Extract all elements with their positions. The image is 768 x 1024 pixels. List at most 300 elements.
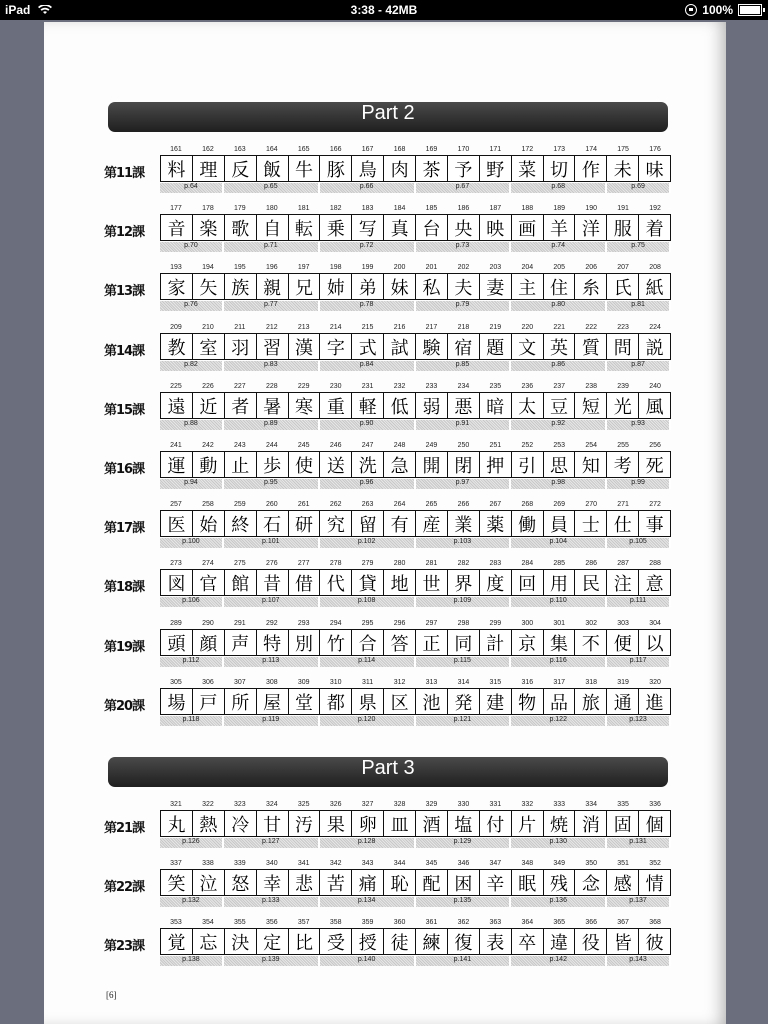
kanji-number: 304 bbox=[649, 619, 661, 627]
kanji-cell: 事 bbox=[645, 515, 664, 537]
kanji-cell: 知 bbox=[575, 452, 607, 477]
kanji-number: 245 bbox=[297, 442, 310, 449]
page-ref: p.77 bbox=[224, 301, 320, 311]
kanji-cell: 悪 bbox=[448, 393, 480, 418]
kanji-number: 242 bbox=[202, 442, 214, 449]
kanji-number: 168 bbox=[393, 146, 406, 153]
page-ref: p.114 bbox=[320, 657, 416, 667]
kanji-numbers bbox=[160, 801, 671, 810]
lesson-label: 第19課 bbox=[104, 639, 145, 655]
kanji-numbers bbox=[160, 442, 671, 451]
kanji-number: 228 bbox=[265, 382, 278, 390]
kanji-number: 224 bbox=[649, 323, 661, 331]
page-ref-row bbox=[160, 242, 671, 252]
kanji-number: 166 bbox=[329, 146, 342, 153]
page-ref: p.130 bbox=[511, 838, 607, 848]
kanji-number: 256 bbox=[649, 442, 661, 449]
kanji-cell: 暗 bbox=[480, 393, 512, 418]
kanji-cell: 片 bbox=[512, 811, 544, 836]
kanji-number: 328 bbox=[393, 801, 406, 808]
kanji-number: 233 bbox=[425, 382, 438, 390]
kanji-cell: 料 bbox=[161, 156, 193, 181]
kanji-number: 172 bbox=[521, 146, 534, 153]
page-ref: p.107 bbox=[224, 597, 320, 607]
page-ref: p.122 bbox=[511, 716, 607, 726]
kanji-row bbox=[160, 392, 671, 419]
kanji-number: 291 bbox=[234, 619, 246, 627]
kanji-cell: 残 bbox=[544, 870, 576, 895]
page-ref: p.68 bbox=[511, 183, 607, 193]
page-ref: p.133 bbox=[224, 897, 320, 907]
kanji-number: 284 bbox=[521, 560, 534, 568]
kanji-number: 368 bbox=[649, 919, 661, 927]
kanji-numbers bbox=[160, 620, 671, 629]
kanji-number: 268 bbox=[521, 501, 534, 509]
kanji-number: 325 bbox=[297, 801, 310, 808]
kanji-number: 196 bbox=[265, 264, 278, 272]
kanji-cell: 授 bbox=[352, 929, 384, 954]
page-ref-row bbox=[160, 301, 671, 311]
kanji-number: 207 bbox=[617, 264, 629, 272]
kanji-number: 253 bbox=[553, 442, 566, 449]
kanji-number: 362 bbox=[457, 919, 470, 927]
kanji-cell: 死 bbox=[645, 456, 664, 477]
kanji-number: 290 bbox=[202, 619, 214, 627]
kanji-cell: 産 bbox=[416, 511, 448, 536]
lesson-label: 第17課 bbox=[104, 521, 145, 537]
lesson-row bbox=[104, 324, 674, 374]
page-ref: p.131 bbox=[607, 838, 671, 848]
kanji-number: 340 bbox=[265, 860, 278, 868]
kanji-number: 218 bbox=[457, 323, 470, 331]
kanji-number: 297 bbox=[425, 619, 438, 627]
page-ref: p.117 bbox=[607, 657, 671, 667]
kanji-cell: 堂 bbox=[289, 689, 321, 714]
kanji-number: 265 bbox=[425, 501, 438, 509]
kanji-number: 173 bbox=[553, 146, 566, 153]
kanji-number: 278 bbox=[329, 560, 342, 568]
lesson-label: 第12課 bbox=[104, 225, 145, 241]
kanji-cell: 復 bbox=[448, 929, 480, 954]
page-ref: p.120 bbox=[320, 716, 416, 726]
kanji-number: 296 bbox=[393, 619, 406, 627]
page-ref: p.89 bbox=[224, 420, 320, 430]
kanji-cell: 建 bbox=[480, 689, 512, 714]
page-ref-row bbox=[160, 420, 671, 430]
kanji-cell: 員 bbox=[544, 511, 576, 536]
kanji-cell: 練 bbox=[416, 929, 448, 954]
kanji-number: 302 bbox=[585, 619, 597, 627]
kanji-number: 250 bbox=[457, 442, 470, 449]
kanji-number: 353 bbox=[170, 919, 182, 927]
kanji-number: 231 bbox=[361, 382, 374, 390]
kanji-cell: 者 bbox=[225, 393, 257, 418]
kanji-number: 255 bbox=[617, 442, 629, 449]
page-ref: p.85 bbox=[416, 361, 512, 371]
kanji-cell: 塩 bbox=[448, 811, 480, 836]
kanji-cell: 終 bbox=[225, 511, 257, 536]
kanji-number: 321 bbox=[170, 801, 182, 808]
kanji-number: 240 bbox=[649, 382, 661, 390]
kanji-cell: 使 bbox=[289, 452, 321, 477]
page-ref-row bbox=[160, 657, 671, 667]
kanji-cell: 妻 bbox=[480, 274, 512, 299]
kanji-cell: 宿 bbox=[448, 334, 480, 359]
kanji-number: 232 bbox=[393, 382, 406, 390]
kanji-cell: 眠 bbox=[512, 870, 544, 895]
kanji-cell: 飯 bbox=[257, 156, 289, 181]
kanji-number: 323 bbox=[234, 801, 246, 808]
kanji-number: 246 bbox=[329, 442, 342, 449]
kanji-number: 337 bbox=[170, 860, 182, 868]
kanji-cell: 氏 bbox=[607, 274, 639, 299]
kanji-number: 216 bbox=[393, 323, 406, 331]
page-ref: p.142 bbox=[511, 956, 607, 966]
kanji-number: 203 bbox=[489, 264, 502, 272]
page-ref: p.111 bbox=[607, 597, 671, 607]
kanji-number: 184 bbox=[393, 205, 406, 213]
kanji-number: 180 bbox=[265, 205, 278, 213]
kanji-cell: 有 bbox=[384, 511, 416, 536]
page-ref: p.136 bbox=[511, 897, 607, 907]
kanji-number: 248 bbox=[393, 442, 406, 449]
kanji-number: 329 bbox=[425, 801, 438, 808]
kanji-numbers bbox=[160, 501, 671, 510]
kanji-cell: 服 bbox=[607, 215, 639, 240]
kanji-number: 316 bbox=[521, 678, 534, 686]
kanji-cell: 室 bbox=[193, 334, 225, 359]
kanji-cell: 働 bbox=[512, 511, 544, 536]
kanji-cell: 業 bbox=[448, 511, 480, 536]
kanji-number: 195 bbox=[234, 264, 246, 272]
page-ref: p.90 bbox=[320, 420, 416, 430]
kanji-number: 260 bbox=[265, 501, 278, 509]
kanji-row bbox=[160, 333, 671, 360]
kanji-number: 286 bbox=[585, 560, 597, 568]
battery-icon bbox=[738, 4, 762, 16]
kanji-cell: 夫 bbox=[448, 274, 480, 299]
kanji-cell: 地 bbox=[384, 570, 416, 595]
page-ref: p.121 bbox=[416, 716, 512, 726]
kanji-number: 343 bbox=[361, 860, 374, 868]
kanji-cell: 題 bbox=[480, 334, 512, 359]
kanji-number: 209 bbox=[170, 323, 182, 331]
kanji-cell: 主 bbox=[512, 274, 544, 299]
page-ref: p.139 bbox=[224, 956, 320, 966]
kanji-cell: 弟 bbox=[352, 274, 384, 299]
kanji-number: 187 bbox=[489, 205, 502, 213]
kanji-number: 305 bbox=[170, 678, 182, 686]
page-ref: p.72 bbox=[320, 242, 416, 252]
kanji-row bbox=[160, 629, 671, 656]
kanji-cell: 茶 bbox=[416, 156, 448, 181]
kanji-cell: 答 bbox=[384, 630, 416, 655]
kanji-cell: 情 bbox=[645, 874, 664, 896]
kanji-number: 198 bbox=[329, 264, 342, 272]
kanji-number: 356 bbox=[265, 919, 278, 927]
kanji-cell: 鳥 bbox=[352, 156, 384, 181]
kanji-number: 181 bbox=[297, 205, 310, 213]
page-ref: p.66 bbox=[320, 183, 416, 193]
kanji-cell: 住 bbox=[544, 274, 576, 299]
kanji-number: 288 bbox=[649, 560, 661, 568]
kanji-cell: 妹 bbox=[384, 274, 416, 299]
lesson-row bbox=[104, 383, 674, 433]
kanji-number: 249 bbox=[425, 442, 438, 449]
kanji-cell: 族 bbox=[225, 274, 257, 299]
kanji-cell: 字 bbox=[320, 334, 352, 359]
kanji-cell: 昔 bbox=[257, 570, 289, 595]
kanji-number: 338 bbox=[202, 860, 214, 868]
kanji-cell: 豚 bbox=[320, 156, 352, 181]
kanji-number: 287 bbox=[617, 560, 629, 568]
kanji-cell: 真 bbox=[384, 215, 416, 240]
kanji-cell: 親 bbox=[257, 274, 289, 299]
kanji-number: 313 bbox=[425, 678, 438, 686]
kanji-cell: 図 bbox=[161, 570, 193, 595]
kanji-number: 351 bbox=[617, 860, 629, 868]
kanji-cell: 竹 bbox=[320, 630, 352, 655]
kanji-cell: 理 bbox=[193, 156, 225, 181]
kanji-number: 162 bbox=[202, 146, 214, 153]
kanji-number: 188 bbox=[521, 205, 534, 213]
kanji-cell: 急 bbox=[384, 452, 416, 477]
kanji-cell: 苦 bbox=[320, 870, 352, 895]
kanji-cell: 以 bbox=[645, 633, 664, 655]
kanji-row bbox=[160, 928, 671, 955]
kanji-cell: 予 bbox=[448, 156, 480, 181]
kanji-number: 215 bbox=[361, 323, 374, 331]
page-ref-row bbox=[160, 716, 671, 726]
kanji-cell: 作 bbox=[575, 156, 607, 181]
lesson-row bbox=[104, 560, 674, 610]
kanji-number: 352 bbox=[649, 860, 661, 868]
kanji-cell: 運 bbox=[161, 452, 193, 477]
kanji-number: 324 bbox=[265, 801, 278, 808]
part-header: Part 2 bbox=[108, 102, 668, 132]
page-number: [6] bbox=[106, 990, 117, 1000]
kanji-cell: 個 bbox=[645, 815, 664, 836]
kanji-number: 197 bbox=[297, 264, 310, 272]
document-page bbox=[44, 22, 726, 1024]
lesson-label: 第22課 bbox=[104, 880, 145, 896]
kanji-number: 282 bbox=[457, 560, 470, 568]
kanji-row bbox=[160, 688, 671, 715]
kanji-number: 361 bbox=[425, 919, 438, 927]
kanji-number: 223 bbox=[617, 323, 629, 331]
kanji-cell: 押 bbox=[480, 452, 512, 477]
kanji-number: 294 bbox=[329, 619, 342, 627]
page-ref: p.132 bbox=[160, 897, 224, 907]
page-ref: p.92 bbox=[511, 420, 607, 430]
kanji-cell: 低 bbox=[384, 393, 416, 418]
kanji-number: 230 bbox=[329, 382, 342, 390]
page-ref: p.106 bbox=[160, 597, 224, 607]
kanji-number: 326 bbox=[329, 801, 342, 808]
kanji-number: 315 bbox=[489, 678, 502, 686]
kanji-cell: 未 bbox=[607, 156, 639, 181]
kanji-cell: 痛 bbox=[352, 870, 384, 895]
page-ref: p.100 bbox=[160, 538, 224, 548]
kanji-number: 303 bbox=[617, 619, 629, 627]
page-ref: p.69 bbox=[607, 183, 671, 193]
page-ref: p.75 bbox=[607, 242, 671, 252]
kanji-number: 310 bbox=[329, 678, 342, 686]
kanji-cell: 合 bbox=[352, 630, 384, 655]
kanji-cell: 酒 bbox=[416, 811, 448, 836]
page-ref: p.98 bbox=[511, 479, 607, 489]
kanji-number: 186 bbox=[457, 205, 470, 213]
kanji-number: 219 bbox=[489, 323, 502, 331]
kanji-cell: 声 bbox=[225, 630, 257, 655]
page-ref: p.82 bbox=[160, 361, 224, 371]
kanji-cell: 忘 bbox=[193, 929, 225, 954]
kanji-cell: 台 bbox=[416, 215, 448, 240]
kanji-cell: 私 bbox=[416, 274, 448, 299]
page-ref: p.103 bbox=[416, 538, 512, 548]
kanji-number: 311 bbox=[362, 678, 374, 686]
kanji-cell: 引 bbox=[512, 452, 544, 477]
kanji-number: 201 bbox=[425, 264, 438, 272]
kanji-number: 333 bbox=[553, 801, 566, 808]
rotation-lock-icon bbox=[685, 4, 697, 16]
kanji-number: 175 bbox=[617, 146, 629, 153]
kanji-number: 307 bbox=[234, 678, 246, 686]
page-ref: p.81 bbox=[607, 301, 671, 311]
kanji-cell: 幸 bbox=[257, 870, 289, 895]
kanji-cell: 牛 bbox=[289, 156, 321, 181]
kanji-number: 272 bbox=[649, 501, 661, 509]
kanji-number: 365 bbox=[553, 919, 566, 927]
kanji-cell: 所 bbox=[225, 689, 257, 714]
kanji-cell: 民 bbox=[575, 570, 607, 595]
page-ref: p.96 bbox=[320, 479, 416, 489]
kanji-number: 167 bbox=[361, 146, 374, 153]
kanji-number: 163 bbox=[234, 146, 246, 153]
page-ref: p.83 bbox=[224, 361, 320, 371]
kanji-number: 335 bbox=[617, 801, 629, 808]
kanji-cell: 遠 bbox=[161, 393, 193, 418]
lesson-row bbox=[104, 860, 674, 910]
kanji-number: 208 bbox=[649, 264, 661, 272]
kanji-cell: 着 bbox=[645, 219, 664, 241]
kanji-number: 317 bbox=[553, 678, 566, 686]
kanji-cell: 場 bbox=[161, 689, 193, 714]
kanji-cell: 熱 bbox=[193, 811, 225, 836]
kanji-number: 270 bbox=[585, 501, 597, 509]
lesson-row bbox=[104, 919, 674, 969]
status-right bbox=[685, 3, 762, 17]
kanji-number: 227 bbox=[234, 382, 246, 390]
page-ref: p.87 bbox=[607, 361, 671, 371]
kanji-row bbox=[160, 569, 671, 596]
page-ref-row bbox=[160, 361, 671, 371]
page-ref-row bbox=[160, 838, 671, 848]
kanji-number: 334 bbox=[585, 801, 597, 808]
kanji-cell: 界 bbox=[448, 570, 480, 595]
kanji-number: 269 bbox=[553, 501, 566, 509]
kanji-number: 359 bbox=[361, 919, 374, 927]
page-ref: p.116 bbox=[511, 657, 607, 667]
kanji-number: 171 bbox=[489, 146, 502, 153]
kanji-number: 251 bbox=[489, 442, 502, 449]
kanji-cell: 特 bbox=[257, 630, 289, 655]
kanji-number: 281 bbox=[425, 560, 438, 568]
kanji-cell: 付 bbox=[480, 811, 512, 836]
kanji-cell: 太 bbox=[512, 393, 544, 418]
kanji-numbers bbox=[160, 919, 671, 928]
kanji-number: 222 bbox=[585, 323, 597, 331]
kanji-number: 243 bbox=[234, 442, 246, 449]
page-ref: p.94 bbox=[160, 479, 224, 489]
kanji-number: 234 bbox=[457, 382, 470, 390]
kanji-cell: 考 bbox=[607, 452, 639, 477]
page-ref: p.79 bbox=[416, 301, 512, 311]
kanji-cell: 笑 bbox=[161, 870, 193, 895]
kanji-cell: 光 bbox=[607, 393, 639, 418]
kanji-cell: 恥 bbox=[384, 870, 416, 895]
kanji-number: 332 bbox=[521, 801, 534, 808]
kanji-number: 308 bbox=[265, 678, 278, 686]
kanji-number: 178 bbox=[202, 205, 214, 213]
kanji-number: 355 bbox=[234, 919, 246, 927]
kanji-cell: 屋 bbox=[257, 689, 289, 714]
kanji-cell: 覚 bbox=[161, 929, 193, 954]
kanji-number: 205 bbox=[553, 264, 566, 272]
kanji-number: 298 bbox=[457, 619, 470, 627]
kanji-cell: 閉 bbox=[448, 452, 480, 477]
kanji-number: 182 bbox=[329, 205, 342, 213]
kanji-cell: 暑 bbox=[257, 393, 289, 418]
kanji-cell: 弱 bbox=[416, 393, 448, 418]
page-ref: p.123 bbox=[607, 716, 671, 726]
kanji-number: 289 bbox=[170, 619, 182, 627]
kanji-number: 299 bbox=[489, 619, 502, 627]
kanji-number: 194 bbox=[202, 264, 214, 272]
kanji-number: 345 bbox=[425, 860, 438, 868]
kanji-number: 211 bbox=[234, 323, 246, 331]
kanji-numbers bbox=[160, 264, 671, 273]
kanji-number: 330 bbox=[457, 801, 470, 808]
page-ref: p.101 bbox=[224, 538, 320, 548]
kanji-number: 261 bbox=[297, 501, 310, 509]
kanji-number: 177 bbox=[170, 205, 182, 213]
kanji-row bbox=[160, 155, 671, 182]
kanji-cell: 不 bbox=[575, 630, 607, 655]
page-ref-row bbox=[160, 538, 671, 548]
kanji-number: 192 bbox=[649, 205, 661, 213]
kanji-number: 169 bbox=[425, 146, 438, 153]
kanji-cell: 試 bbox=[384, 334, 416, 359]
kanji-cell: 泣 bbox=[193, 870, 225, 895]
kanji-number: 350 bbox=[585, 860, 597, 868]
kanji-number: 257 bbox=[170, 501, 182, 509]
kanji-number: 262 bbox=[329, 501, 342, 509]
kanji-number: 264 bbox=[393, 501, 406, 509]
kanji-cell: 仕 bbox=[607, 511, 639, 536]
kanji-number: 358 bbox=[329, 919, 342, 927]
kanji-number: 274 bbox=[202, 560, 214, 568]
kanji-cell: 同 bbox=[448, 630, 480, 655]
kanji-cell: 区 bbox=[384, 689, 416, 714]
kanji-number: 309 bbox=[297, 678, 310, 686]
page-ref: p.129 bbox=[416, 838, 512, 848]
kanji-row bbox=[160, 869, 671, 896]
page-ref: p.65 bbox=[224, 183, 320, 193]
kanji-number: 202 bbox=[457, 264, 470, 272]
kanji-number: 221 bbox=[553, 323, 566, 331]
kanji-number: 354 bbox=[202, 919, 214, 927]
